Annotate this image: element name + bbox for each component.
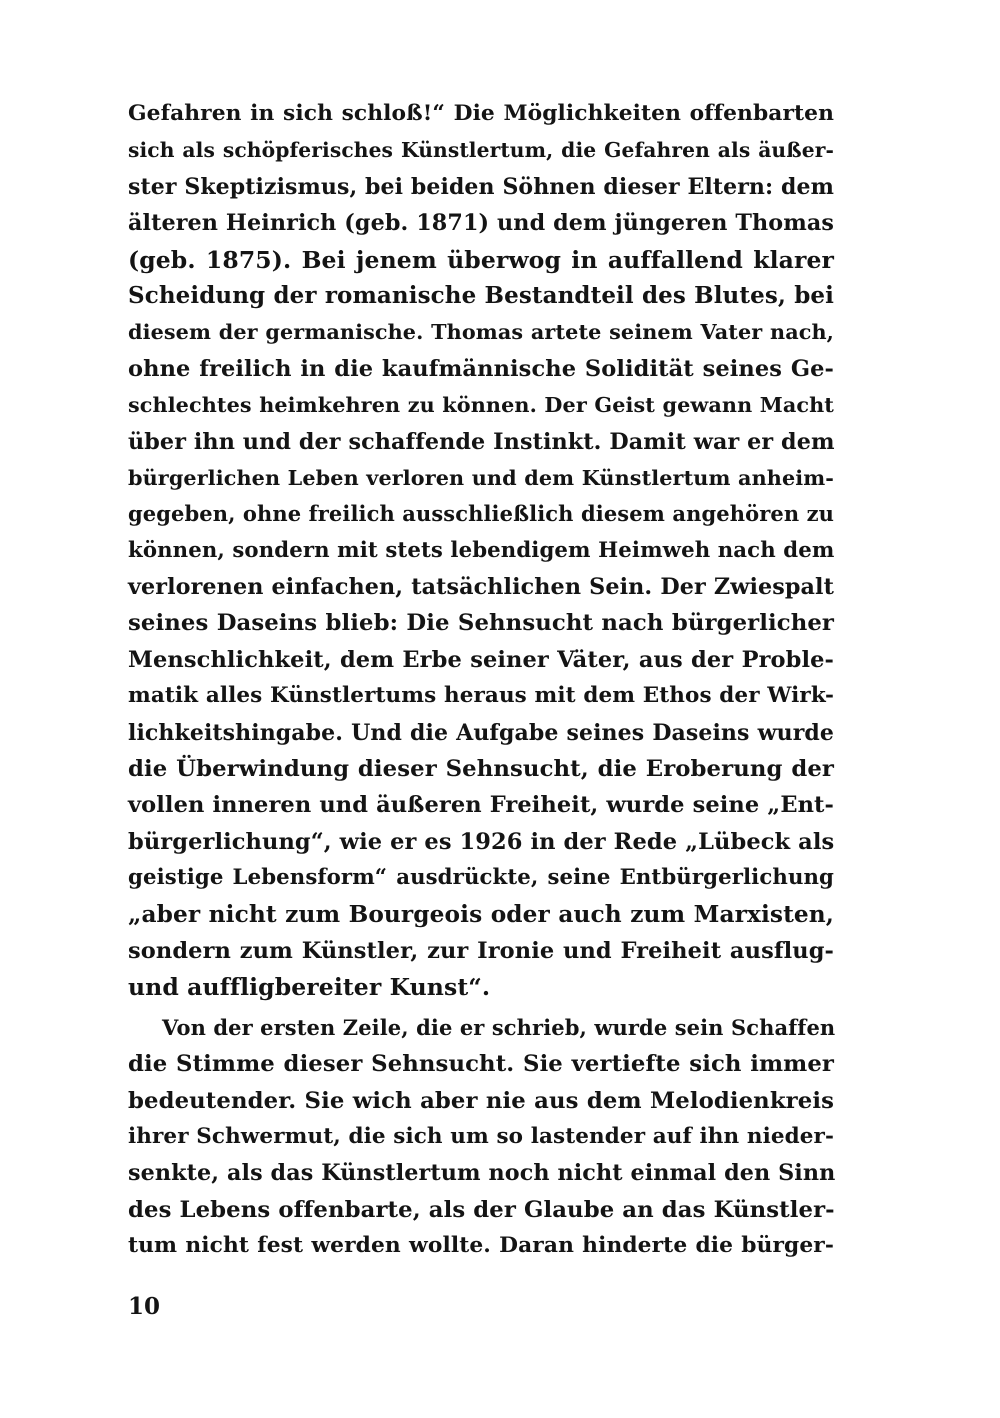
text-line: schlechtes heimkehren zu können. Der Geist gewann Macht bbox=[128, 393, 834, 418]
text-line: können, sondern mit stets lebendigem Heimweh nach dem bbox=[128, 537, 835, 563]
body-text bbox=[128, 96, 834, 1265]
text-line: ster Skeptizismus, bei beiden Söhnen dieser Eltern: dem bbox=[128, 173, 834, 200]
text-line: verlorenen einfachen, tatsächlichen Sein. Der Zwiespalt bbox=[128, 574, 834, 601]
paragraph-2 bbox=[128, 1010, 834, 1265]
text-line: Gefahren in sich schloß!“ Die Möglichkeiten offenbarten bbox=[128, 101, 834, 126]
text-line: lichkeitshingabe. Und die Aufgabe seines Daseins wurde bbox=[128, 719, 834, 746]
text-line: über ihn und der schaffende Instinkt. Damit war er dem bbox=[128, 428, 835, 455]
text-line: bedeutender. Sie wich aber nie aus dem Melodienkreis bbox=[128, 1087, 834, 1114]
text-line: vollen inneren und äußeren Freiheit, wurde seine „Ent- bbox=[128, 792, 834, 819]
text-line: geistige Lebensform“ ausdrückte, seine Entbürgerlichung bbox=[128, 865, 834, 891]
text-line: tum nicht fest werden wollte. Daran hinderte die bürger- bbox=[128, 1233, 834, 1259]
text-line: die Überwindung dieser Sehnsucht, die Eroberung der bbox=[128, 756, 834, 783]
text-line: des Lebens offenbarte, als der Glaube an das Künstler- bbox=[128, 1196, 835, 1223]
text-line: (geb. 1875). Bei jenem überwog in auffallend klarer bbox=[128, 245, 834, 274]
text-line: gegeben, ohne freilich ausschließlich diesem angehören zu bbox=[128, 501, 834, 527]
text-line: bürgerlichung“, wie er es 1926 in der Rede „Lübeck als bbox=[128, 828, 835, 855]
paragraph-1 bbox=[128, 96, 834, 1006]
text-line: Scheidung der romanische Bestandteil des Blutes, bei bbox=[128, 281, 834, 309]
text-line: matik alles Künstlertums heraus mit dem Ethos der Wirk- bbox=[128, 683, 834, 709]
text-line: sondern zum Künstler, zur Ironie und Freiheit ausflug- bbox=[128, 937, 834, 964]
text-line: senkte, als das Künstlertum noch nicht einmal den Sinn bbox=[128, 1160, 836, 1187]
text-line: älteren Heinrich (geb. 1871) und dem jüngeren Thomas bbox=[128, 210, 834, 237]
text-line: ohne freilich in die kaufmännische Solidität seines Ge- bbox=[128, 355, 834, 382]
text-line: bürgerlichen Leben verloren und dem Künstlertum anheim- bbox=[128, 465, 834, 490]
text-line: seines Daseins blieb: Die Sehnsucht nach bürgerlicher bbox=[128, 610, 834, 637]
text-line: „aber nicht zum Bourgeois oder auch zum Marxisten, bbox=[128, 900, 834, 928]
text-line: ihrer Schwermut, die sich um so lastender auf ihn nieder- bbox=[128, 1123, 834, 1149]
text-line: Menschlichkeit, dem Erbe seiner Väter, aus der Proble- bbox=[128, 646, 834, 673]
text-line: sich als schöpferisches Künstlertum, die Gefahren als äußer- bbox=[128, 138, 834, 163]
page-number: 10 bbox=[128, 1293, 161, 1320]
text-line: Von der ersten Zeile, die er schrieb, wurde sein Schaffen bbox=[162, 1014, 836, 1040]
text-line: und auffligbereiter Kunst“. bbox=[128, 973, 491, 1002]
text-line: die Stimme dieser Sehnsucht. Sie vertiefte sich immer bbox=[128, 1051, 834, 1078]
text-line: diesem der germanische. Thomas artete seinem Vater nach, bbox=[128, 320, 834, 345]
